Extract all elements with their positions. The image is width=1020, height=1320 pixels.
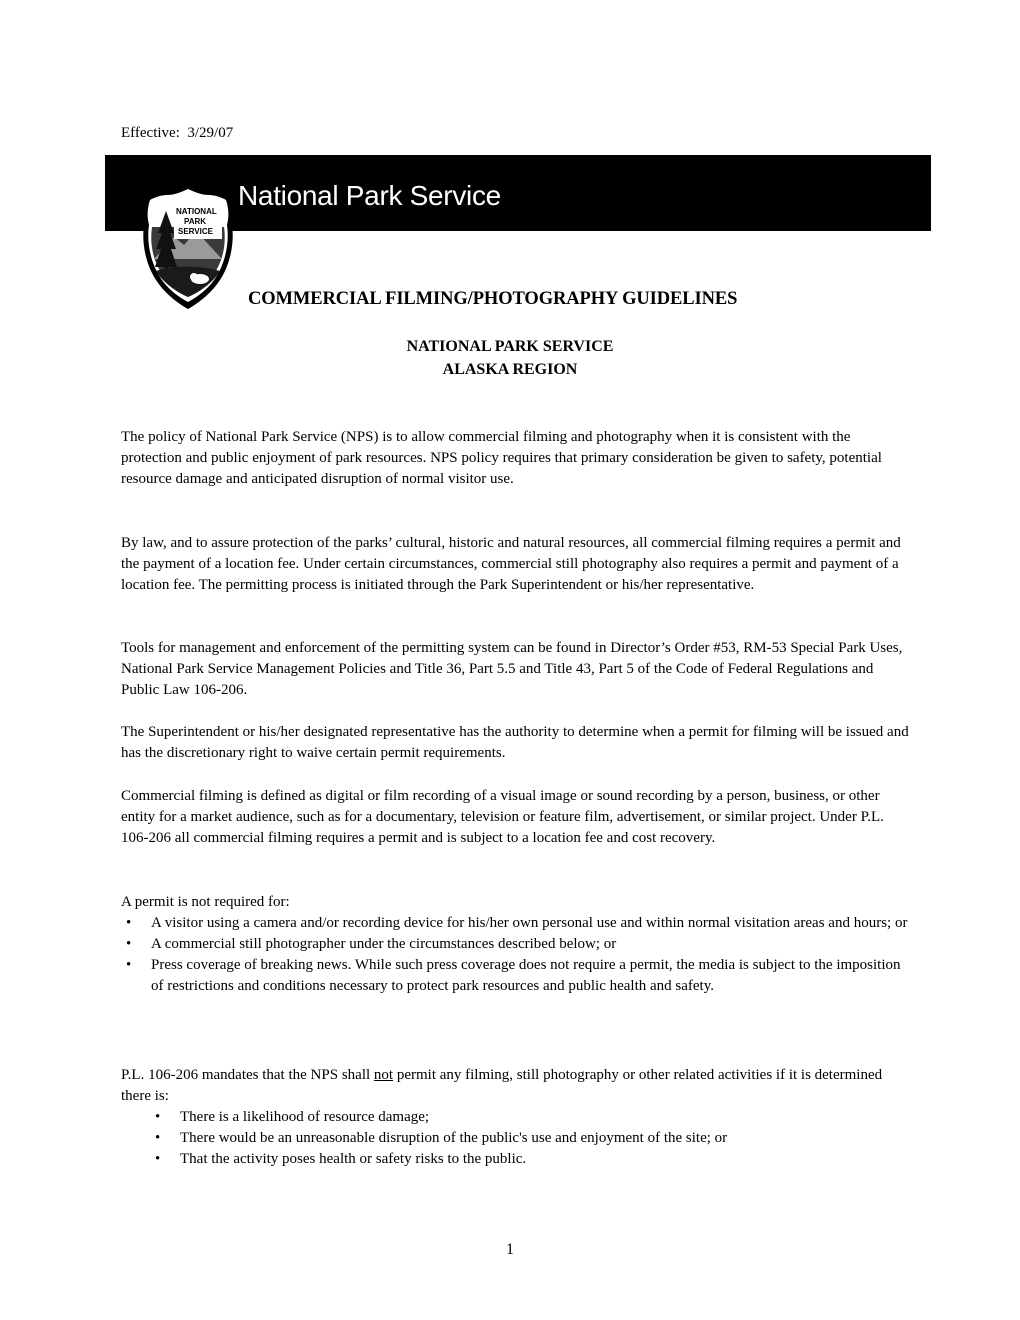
bullet-icon: •	[155, 1109, 161, 1125]
logo-text-national: NATIONAL	[176, 207, 217, 216]
subtitle-line-2: ALASKA REGION	[442, 361, 578, 378]
paragraph-tools: Tools for management and enforcement of the permitting system can be found in Director’s Order #53, RM-53 Special Park Uses, National Park Service Management Policies and Title 36, Part 5.5 and Title 43, Part 5 of the Code of Federal Regulations and Public Law 106-206.	[121, 640, 903, 698]
list-item	[121, 955, 911, 997]
list-item	[150, 1128, 940, 1149]
bullet-icon: •	[126, 915, 132, 931]
mandate-text-after: permit any filming, still photography or other related activities if it is determined there is:	[121, 1067, 883, 1104]
document-title: COMMERCIAL FILMING/PHOTOGRAPHY GUIDELINES	[248, 289, 738, 309]
effective-date: Effective: 3/29/07	[121, 125, 234, 141]
list-item	[150, 1107, 940, 1128]
list-item-text: A commercial still photographer under the circumstances described below; or	[151, 936, 617, 952]
permit-not-required-intro: A permit is not required for:	[121, 894, 290, 910]
list-item	[121, 913, 911, 934]
logo-text-park: PARK	[184, 217, 207, 226]
mandate-emphasis: not	[373, 1067, 394, 1083]
list-item-text: There is a likelihood of resource damage;	[180, 1109, 430, 1125]
nps-arrowhead-logo	[140, 181, 236, 311]
page-number: 1	[506, 1241, 514, 1258]
paragraph-definition: Commercial filming is defined as digital or film recording of a visual image or sound recording by a person, business, or other entity for a market audience, such as for a documentary, television or feature film, advertisement, or similar project. Under P.L. 106-206 all commercial filming requires a permit and is subject to a location fee and cost recovery.	[121, 788, 884, 846]
paragraph-superintendent: The Superintendent or his/her designated representative has the authority to determine when a permit for filming will be issued and has the discretionary right to waive certain permit requirements.	[121, 724, 909, 761]
mandate-text-before: P.L. 106-206 mandates that the NPS shall	[121, 1067, 374, 1083]
permit-not-required-list	[121, 913, 911, 997]
list-item-text: That the activity poses health or safety risks to the public.	[180, 1151, 527, 1167]
subtitle-line-1: NATIONAL PARK SERVICE	[406, 338, 614, 355]
paragraph-mandate	[121, 1065, 911, 1107]
paragraph-law: By law, and to assure protection of the parks’ cultural, historic and natural resources, all commercial filming requires a permit and the payment of a location fee. Under certain circumstances, commercial still photography also requires a permit and payment of a location fee. The permitting process is initiated through the Park Superintendent or his/her representative.	[121, 535, 901, 593]
banner-title: National Park Service	[238, 180, 501, 211]
bullet-icon: •	[126, 957, 132, 973]
list-item	[150, 1149, 940, 1170]
bullet-icon: •	[155, 1130, 161, 1146]
list-item-text: A visitor using a camera and/or recording device for his/her own personal use and within normal visitation areas and hours; or	[151, 915, 908, 931]
list-item-text: There would be an unreasonable disruption of the public's use and enjoyment of the site; or	[180, 1130, 728, 1146]
list-item-text: Press coverage of breaking news. While such press coverage does not require a permit, the media is subject to the imposition of restrictions and conditions necessary to protect park resources and public health and safety.	[151, 957, 901, 994]
logo-text-service: SERVICE	[178, 227, 213, 236]
bullet-icon: •	[126, 936, 132, 952]
list-item	[121, 934, 911, 955]
paragraph-policy: The policy of National Park Service (NPS) is to allow commercial filming and photography when it is consistent with the protection and public enjoyment of park resources. NPS policy requires that primary consideration be given to safety, potential resource damage and anticipated disruption of normal visitor use.	[121, 429, 882, 487]
mandate-list	[150, 1107, 940, 1170]
bullet-icon: •	[155, 1151, 161, 1167]
